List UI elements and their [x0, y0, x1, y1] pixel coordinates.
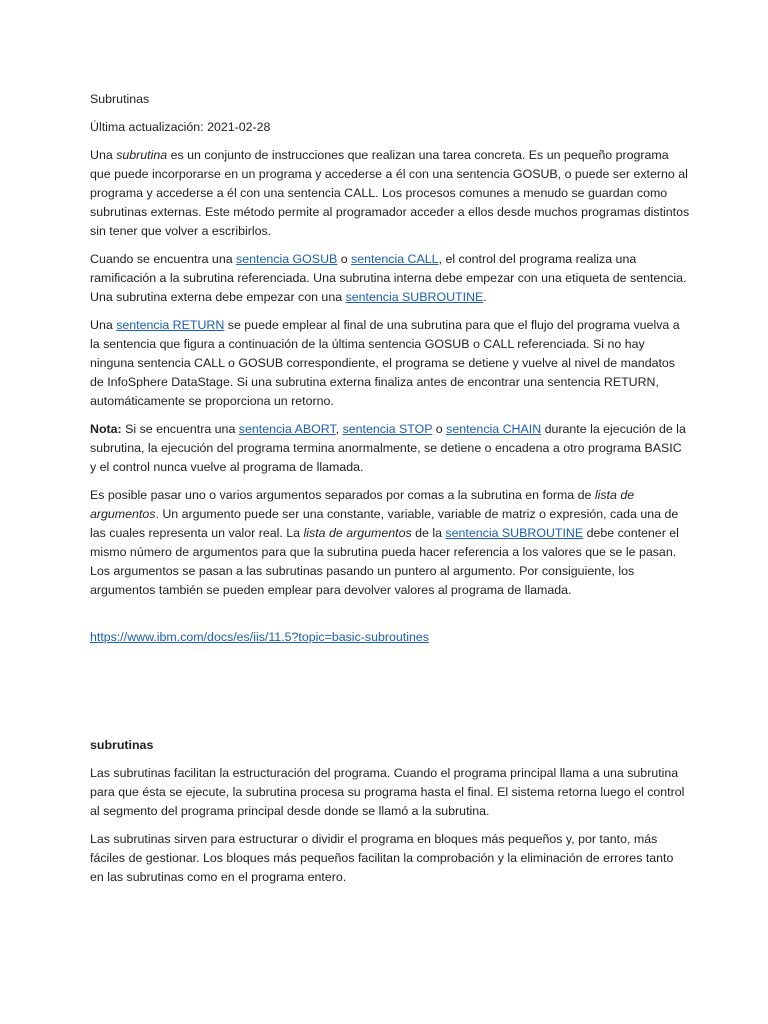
link-sentencia-call[interactable]: sentencia CALL [351, 252, 439, 266]
last-updated: Última actualización: 2021-02-28 [90, 120, 271, 134]
link-sentencia-gosub[interactable]: sentencia GOSUB [236, 252, 338, 266]
term-lista-argumentos: lista de argumentos [90, 488, 635, 521]
paragraph-return: Una sentencia RETURN se puede emplear al final de una subrutina para que el flujo del programa vuelva a la sentencia que figura a continuación de la última sentencia GOSUB o CALL referenciada. Si no hay ninguna sentencia CALL o GOSUB correspondiente, el programa se detiene y vuelve al nivel de mandatos de InfoSphere DataStage. Si una subrutina externa finaliza antes de encontrar una sentencia RETURN, automáticamente se proporciona un retorno. [90, 318, 680, 408]
link-sentencia-abort[interactable]: sentencia ABORT [238, 422, 336, 436]
link-sentencia-subroutine[interactable]: sentencia SUBROUTINE [345, 290, 484, 304]
source-url-paragraph [90, 628, 690, 647]
link-sentencia-return[interactable]: sentencia RETURN [116, 318, 225, 332]
section-title: subrutinas [90, 738, 154, 752]
paragraph-structuring: Las subrutinas facilitan la estructuración del programa. Cuando el programa principal llama a una subrutina para que ésta se ejecute, la subrutina procesa su programa hasta el final. El sistema retorna luego el control al segmento del programa principal desde donde se llamó a la subrutina. [90, 766, 685, 818]
link-sentencia-chain[interactable]: sentencia CHAIN [446, 422, 542, 436]
note-label: Nota: [90, 422, 122, 436]
term-subrutina: subrutina [116, 148, 168, 162]
spacer [90, 609, 690, 628]
paragraph-gosub-call: Cuando se encuentra una sentencia GOSUB o sentencia CALL, el control del programa realiza una ramificación a la subrutina referenciada. Una subrutina interna debe empezar con una etiqueta de sentencia. Una subrutina externa debe empezar con una sentencia SUBROUTINE. [90, 252, 687, 304]
link-sentencia-subroutine-2[interactable]: sentencia SUBROUTINE [445, 526, 584, 540]
term-lista-argumentos-2: lista de argumentos [303, 526, 412, 540]
paragraph-blocks: Las subrutinas sirven para estructurar o dividir el programa en bloques más pequeños y, por tanto, más fáciles de gestionar. Los bloques más pequeños facilitan la comprobación y la eliminación de errores tanto en las subrutinas como en el programa entero. [90, 832, 674, 884]
link-sentencia-stop[interactable]: sentencia STOP [342, 422, 433, 436]
source-url-link[interactable]: https://www.ibm.com/docs/es/iis/11.5?topic=basic-subroutines [90, 630, 429, 644]
document-title: Subrutinas [90, 92, 150, 106]
paragraph-definition: Una subrutina es un conjunto de instrucciones que realizan una tarea concreta. Es un pequeño programa que puede incorporarse en un programa y accederse a él con una sentencia GOSUB, o puede ser externo al programa y accederse a él con una sentencia CALL. Los procesos comunes a menudo se guardan como subrutinas externas. Este método permite al programador acceder a ellos desde muchos programas distintos sin tener que volver a escribirlos. [90, 148, 690, 238]
paragraph-arguments: Es posible pasar uno o varios argumentos separados por comas a la subrutina en forma de lista de argumentos. Un argumento puede ser una constante, variable, variable de matriz o expresión, cada una de las cuales representa un valor real. La lista de argumentos de la sentencia SUBROUTINE debe contener el mismo número de argumentos para que la subrutina pueda hacer referencia a los valores que se le pasan. Los argumentos se pasan a las subrutinas pasando un puntero al argumento. Por consiguiente, los argumentos también se pueden emplear para devolver valores al programa de llamada. [90, 488, 679, 597]
paragraph-note: Nota: Si se encuentra una sentencia ABORT, sentencia STOP o sentencia CHAIN durante la ejecución de la subrutina, la ejecución del programa termina anormalmente, se detiene o encadena a otro programa BASIC y el control nunca vuelve al programa de llamada. [90, 422, 686, 474]
document-page [90, 90, 690, 896]
spacer [90, 656, 690, 736]
